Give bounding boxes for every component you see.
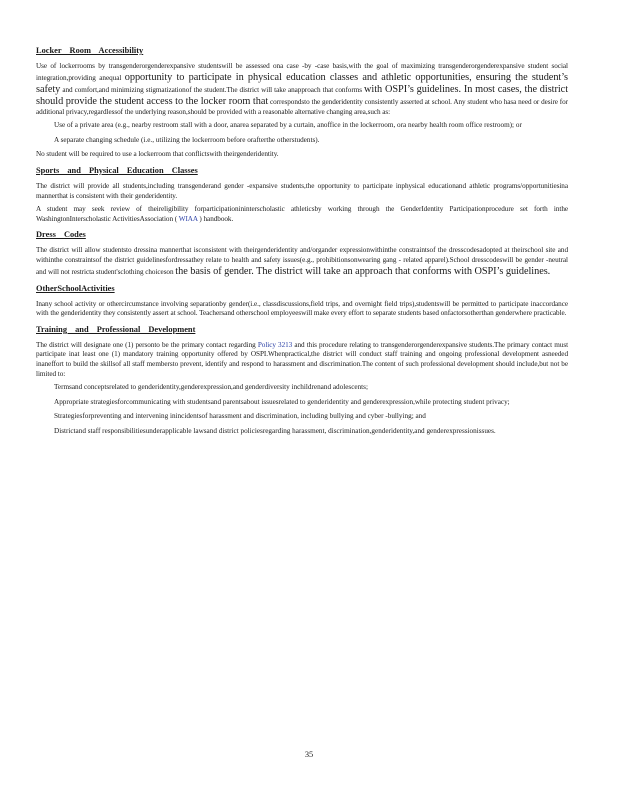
wiaa-link[interactable]: WIAA [177,214,200,223]
text-run: The district will designate one (1) personto be the primary contact regarding [36,340,256,349]
list-item-text: Strategiesforpreventing and intervening inincidentsof harassment and discrimination, including bullying and cyber -bullying; and [54,412,426,421]
paragraph: The district will provide all students,including transgenderand gender -expansive students,the opportunity to participate inphysical educationand athletic programs/opportunitiesina mannerthat is consistent with their genderidentity. [36,181,568,200]
list-item [36,398,568,408]
page-number: 35 [304,750,314,759]
list-item [36,412,568,422]
list-item-text: A separate changing schedule (i.e., utilizing the lockerroom before orafterthe otherstudents). [54,135,320,144]
list-item-text: Appropriate strategiesforcommunicating with studentsand parentsabout issuesrelated to genderidentity and genderexpression,while protecting student privacy; [54,397,510,406]
list-item-text: Termsand conceptsrelated to genderidentity,genderexpression,and genderdiversity inchildrenand adolescents; [54,383,368,392]
text-run: and this procedure relating to transgenderorgenderexpansive students.The primary contact must participate inat least one (1) mandatory training opportunity offered by OSPI.Whenpractical,the district will conduct staff training and ongoing professional development asneeded inaneffort to build the skillsof all staff membersto prevent, identify and respond to harassment and discrimination.The content of such professional development should include,but not be limited to: [36,340,569,378]
list-item [36,136,568,146]
text-run: opportunity to participate in physical education classes and athletic opportunities, ensuring the student’s safety [36,71,569,95]
text-run: The district will allow studentsto dressina mannerthat isconsistent with theirgenderidentity and/organder expressionwithinthe constraintsof the dresscodesadopted at theirschool site and withinthe constraintsof the district guidelinesfordressathey relate to health and safety issues(e.g., prohibitionsonwearing gang - related apparel).School dresscodeswill be gender -neutral and will not restricta student'sclothing choiceson [36,246,568,276]
bullet-list [36,121,568,145]
section-locker-room [36,46,568,160]
paragraph [36,205,568,224]
bullet-list [36,383,568,436]
paragraph: Inany school activity or othercircumstance involving separationby gender(i.e., classdiscussions,field trips, and overnight field trips),studentswill be permitted to participate inaccordance with the genderidentity they consistently assert at school. Teachersand otherschool employeeswill make every effort to separate students based onfactorsotherthan genderwhere practicable. [36,299,568,318]
section-other-activities [36,284,568,319]
list-item-text: Districtand staff responsibilitiesunderapplicable lawsand district policiesregarding harassment, discrimination,genderidentity,and genderexpressionissues. [54,426,496,435]
section-heading: Locker Room Accessibility [36,46,144,55]
document-page [36,46,568,442]
paragraph [36,246,568,277]
section-dress-codes [36,230,568,277]
text-run: Use of lockerrooms by transgenderorgenderexpansive studentswill be assessed ona case -by -case basis,with the goal of maximizing transgenderorgenderexpansive student social integration,providing anequal [36,62,568,82]
list-item [36,121,568,131]
section-heading: Dress Codes [36,230,86,240]
text-run: ) handbook. [199,214,234,223]
list-item-text: Use of a private area (e.g., nearby restroom stall with a door, anarea separated by a curtain, anoffice in the lockerroom, ora nearby health room office restroom); or [54,121,522,130]
text-run: the basis of gender. The district will take an approach that conforms with OSPI’s guidelines. [175,265,551,277]
section-sports [36,166,568,224]
section-heading: OtherSchoolActivities [36,283,115,293]
paragraph [36,62,568,117]
text-run: correspondsto the genderidentity consistently asserted at school. Any student who hasa need or desire for additional privacy,regardlessof the underlying reason,should be provided with a reasonable alternative changing area,such as: [36,97,568,116]
list-item [36,427,568,437]
policy-3213-link[interactable]: Policy 3213 [257,340,293,349]
paragraph [36,341,568,379]
text-run: and comfort,and minimizing stigmatizationof the student.The district will take anapproach that conforms [62,85,362,94]
section-heading: Sports and Physical Education Classes [36,165,198,175]
section-training [36,325,568,437]
text-run: A student may seek review of theireligibility forparticipationininterscholastic athleticsby working through the GenderIdentity Participationprocedure set forth inthe WashingtonInterscholastic ActivitiesAssociation ( [36,205,568,223]
text-run: with OSPI’s guidelines. In most cases, the district should provide the student access to the locker room that [36,83,569,107]
paragraph: No student will be required to use a lockerroom that conflictswith theirgenderidentity. [36,150,279,159]
section-heading: Training and Professional Development [36,324,196,334]
list-item [36,383,568,393]
